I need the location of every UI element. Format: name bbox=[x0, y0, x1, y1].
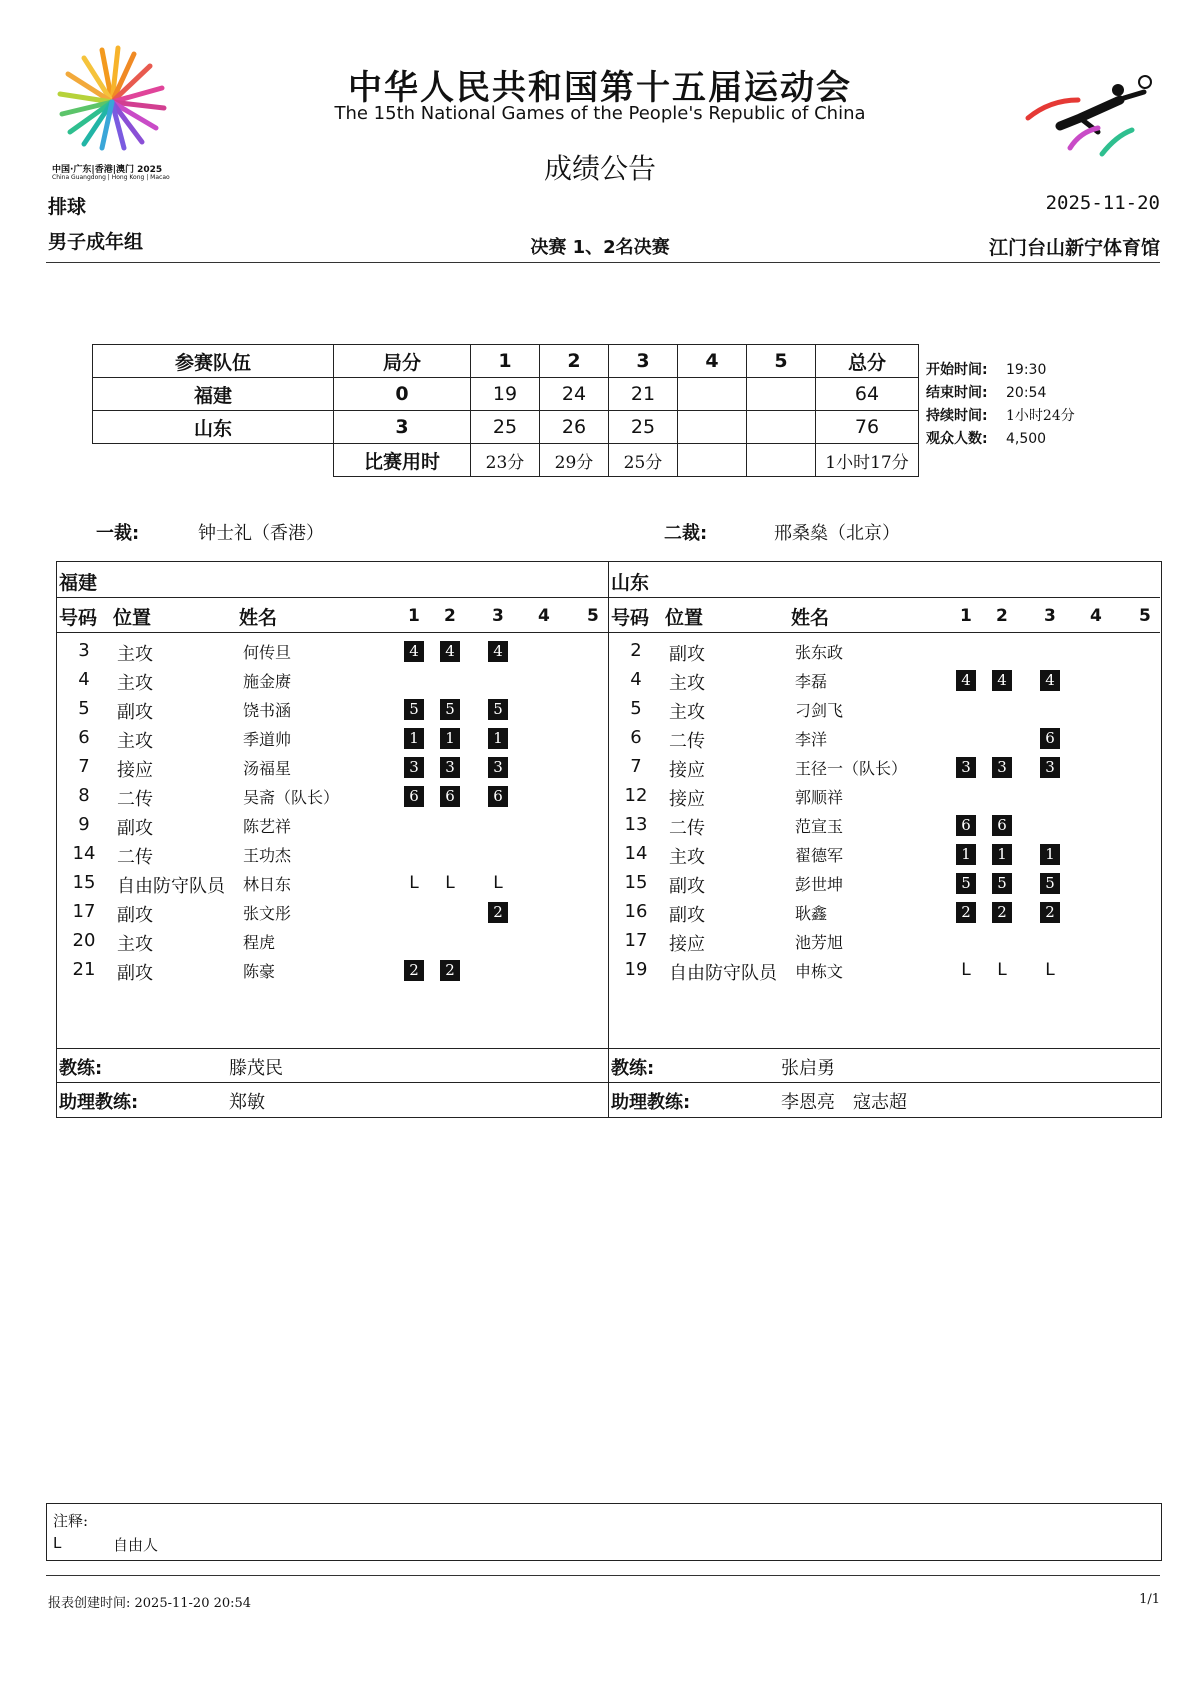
roster-divider bbox=[57, 597, 608, 598]
starting-position-box: 2 bbox=[404, 960, 424, 981]
player-position: 接应 bbox=[669, 934, 705, 955]
player-position: 接应 bbox=[669, 789, 705, 810]
second-referee-label: 二裁: bbox=[664, 523, 708, 544]
player-name: 汤福星 bbox=[243, 759, 292, 778]
player-position: 二传 bbox=[669, 818, 705, 839]
roster-team-name: 福建 bbox=[59, 572, 98, 594]
date-label: 2025-11-20 bbox=[1045, 192, 1160, 214]
score-row bbox=[93, 378, 919, 411]
assistant-coach-name: 郑敏 bbox=[229, 1092, 265, 1113]
duration-set5 bbox=[747, 444, 816, 477]
col-header-name: 姓名 bbox=[791, 607, 830, 629]
player-row bbox=[57, 841, 608, 869]
player-number: 3 bbox=[78, 640, 90, 661]
player-row bbox=[57, 696, 608, 724]
libero-mark: L bbox=[961, 960, 971, 980]
libero-mark: L bbox=[493, 873, 503, 893]
player-row bbox=[609, 696, 1160, 724]
player-position: 自由防守队员 bbox=[669, 963, 777, 984]
starting-position-box: 6 bbox=[1040, 728, 1060, 749]
col-header-pos: 位置 bbox=[113, 607, 152, 629]
duration-total: 1小时17分 bbox=[816, 444, 919, 477]
player-row bbox=[609, 812, 1160, 840]
score-header-sets: 局分 bbox=[334, 345, 471, 378]
starting-position-box: 5 bbox=[992, 873, 1012, 894]
player-position: 副攻 bbox=[117, 818, 153, 839]
score-header-set1: 1 bbox=[471, 345, 540, 378]
player-number: 20 bbox=[72, 930, 96, 951]
player-number: 15 bbox=[624, 872, 648, 893]
libero-mark: L bbox=[1045, 960, 1055, 980]
starting-position-box: 1 bbox=[404, 728, 424, 749]
player-name: 申栋文 bbox=[795, 962, 844, 981]
assistant-coach-label: 助理教练: bbox=[611, 1092, 691, 1113]
player-position: 自由防守队员 bbox=[117, 876, 225, 897]
score-row bbox=[93, 411, 919, 444]
player-position: 副攻 bbox=[669, 644, 705, 665]
player-row bbox=[57, 754, 608, 782]
header-divider bbox=[46, 262, 1160, 263]
player-number: 4 bbox=[630, 669, 642, 690]
player-row bbox=[57, 667, 608, 695]
score-table bbox=[92, 344, 919, 477]
player-row bbox=[57, 725, 608, 753]
starting-position-box: 4 bbox=[440, 641, 460, 662]
player-name: 张文彤 bbox=[243, 904, 292, 923]
player-name: 彭世坤 bbox=[795, 875, 844, 894]
player-number: 16 bbox=[624, 901, 648, 922]
starting-position-box: 1 bbox=[956, 844, 976, 865]
roster-divider bbox=[609, 1048, 1160, 1049]
event-label: 男子成年组 bbox=[48, 231, 144, 253]
score-set2: 24 bbox=[540, 378, 609, 411]
notes-value: 自由人 bbox=[113, 1536, 159, 1554]
starting-position-box: 2 bbox=[1040, 902, 1060, 923]
logo-caption-cn: 中国·广东|香港|澳门 2025 bbox=[52, 165, 163, 175]
roster-divider bbox=[609, 632, 1160, 633]
score-set4 bbox=[678, 378, 747, 411]
player-name: 王径一（队长） bbox=[795, 759, 908, 778]
duration-label: 比赛用时 bbox=[334, 444, 471, 477]
player-position: 副攻 bbox=[669, 876, 705, 897]
player-position: 主攻 bbox=[669, 702, 705, 723]
starting-position-box: 4 bbox=[956, 670, 976, 691]
player-name: 施金赓 bbox=[243, 672, 292, 691]
score-set5 bbox=[747, 411, 816, 444]
starting-position-box: 3 bbox=[956, 757, 976, 778]
first-referee-label: 一裁: bbox=[96, 523, 140, 544]
player-name: 王功杰 bbox=[243, 846, 292, 865]
score-team-sets: 3 bbox=[334, 411, 471, 444]
player-position: 副攻 bbox=[669, 905, 705, 926]
player-position: 主攻 bbox=[669, 673, 705, 694]
roster-divider bbox=[609, 1082, 1160, 1083]
player-position: 主攻 bbox=[117, 934, 153, 955]
player-number: 17 bbox=[72, 901, 96, 922]
starting-position-box: 5 bbox=[488, 699, 508, 720]
player-number: 5 bbox=[78, 698, 90, 719]
player-position: 主攻 bbox=[117, 731, 153, 752]
starting-position-box: 2 bbox=[992, 902, 1012, 923]
player-number: 6 bbox=[630, 727, 642, 748]
starting-position-box: 5 bbox=[956, 873, 976, 894]
page-number: 1/1 bbox=[1139, 1592, 1160, 1607]
phase-label: 决赛 1、2名决赛 bbox=[530, 237, 670, 258]
player-position: 副攻 bbox=[117, 963, 153, 984]
starting-position-box: 4 bbox=[992, 670, 1012, 691]
starting-position-box: 5 bbox=[404, 699, 424, 720]
libero-mark: L bbox=[445, 873, 455, 893]
player-row bbox=[57, 957, 608, 985]
col-header-num: 号码 bbox=[611, 607, 650, 629]
sport-label: 排球 bbox=[48, 196, 87, 218]
player-name: 刁剑飞 bbox=[795, 701, 844, 720]
player-name: 耿鑫 bbox=[795, 904, 828, 923]
starting-position-box: 3 bbox=[440, 757, 460, 778]
document-title: 成绩公告 bbox=[543, 152, 656, 185]
player-name: 何传旦 bbox=[243, 643, 292, 662]
footer-divider bbox=[46, 1575, 1160, 1576]
title-cn: 中华人民共和国第十五届运动会 bbox=[348, 68, 852, 108]
player-name: 程虎 bbox=[243, 933, 276, 952]
starting-position-box: 6 bbox=[992, 815, 1012, 836]
libero-mark: L bbox=[997, 960, 1007, 980]
score-team-name: 福建 bbox=[93, 378, 334, 411]
player-row bbox=[57, 870, 608, 898]
player-name: 陈艺祥 bbox=[243, 817, 292, 836]
roster-divider bbox=[57, 1082, 608, 1083]
player-position: 副攻 bbox=[117, 702, 153, 723]
second-referee: 邢桑燊（北京） bbox=[774, 523, 900, 544]
duration-time: 持续时间: 1小时24分 bbox=[926, 408, 1075, 424]
player-row bbox=[57, 928, 608, 956]
player-number: 4 bbox=[78, 669, 90, 690]
player-number: 12 bbox=[624, 785, 648, 806]
starting-position-box: 2 bbox=[956, 902, 976, 923]
score-set2: 26 bbox=[540, 411, 609, 444]
player-number: 15 bbox=[72, 872, 96, 893]
col-header-set: 3 bbox=[1044, 606, 1056, 626]
player-row bbox=[609, 957, 1160, 985]
player-name: 池芳旭 bbox=[795, 933, 844, 952]
notes-key: L bbox=[53, 1534, 62, 1552]
player-number: 14 bbox=[72, 843, 96, 864]
starting-position-box: 6 bbox=[440, 786, 460, 807]
player-position: 接应 bbox=[117, 760, 153, 781]
score-header-set2: 2 bbox=[540, 345, 609, 378]
player-name: 李洋 bbox=[795, 730, 828, 749]
col-header-set: 5 bbox=[1139, 606, 1151, 626]
end-time: 结束时间: 20:54 bbox=[926, 385, 1047, 401]
assistant-coach-label: 助理教练: bbox=[59, 1092, 139, 1113]
col-header-set: 4 bbox=[1090, 606, 1102, 626]
player-name: 陈豪 bbox=[243, 962, 276, 981]
roster-team-name: 山东 bbox=[611, 572, 650, 594]
starting-position-box: 5 bbox=[1040, 873, 1060, 894]
player-row bbox=[609, 928, 1160, 956]
player-name: 饶书涵 bbox=[243, 701, 292, 720]
roster-divider bbox=[609, 597, 1160, 598]
col-header-set: 2 bbox=[444, 606, 456, 626]
player-position: 二传 bbox=[669, 731, 705, 752]
starting-position-box: 3 bbox=[404, 757, 424, 778]
coach-name: 滕茂民 bbox=[229, 1058, 283, 1079]
player-name: 吴斋（队长） bbox=[243, 788, 340, 807]
score-set1: 25 bbox=[471, 411, 540, 444]
score-set3: 25 bbox=[609, 411, 678, 444]
starting-position-box: 3 bbox=[1040, 757, 1060, 778]
duration-set3: 25分 bbox=[609, 444, 678, 477]
player-number: 8 bbox=[78, 785, 90, 806]
assistant-coach-name: 李恩亮 寇志超 bbox=[781, 1092, 907, 1113]
player-number: 2 bbox=[630, 640, 642, 661]
player-row bbox=[57, 812, 608, 840]
player-position: 主攻 bbox=[669, 847, 705, 868]
roster-divider bbox=[57, 632, 608, 633]
duration-set2: 29分 bbox=[540, 444, 609, 477]
starting-position-box: 1 bbox=[1040, 844, 1060, 865]
player-position: 主攻 bbox=[117, 644, 153, 665]
player-name: 林日东 bbox=[243, 875, 292, 894]
player-name: 张东政 bbox=[795, 643, 844, 662]
starting-position-box: 5 bbox=[440, 699, 460, 720]
col-header-pos: 位置 bbox=[665, 607, 704, 629]
player-number: 17 bbox=[624, 930, 648, 951]
score-set4 bbox=[678, 411, 747, 444]
starting-position-box: 2 bbox=[488, 902, 508, 923]
player-number: 21 bbox=[72, 959, 96, 980]
starting-position-box: 1 bbox=[992, 844, 1012, 865]
player-number: 14 bbox=[624, 843, 648, 864]
starting-position-box: 6 bbox=[488, 786, 508, 807]
starting-position-box: 3 bbox=[488, 757, 508, 778]
starting-position-box: 4 bbox=[488, 641, 508, 662]
player-position: 主攻 bbox=[117, 673, 153, 694]
col-header-set: 3 bbox=[492, 606, 504, 626]
score-set5 bbox=[747, 378, 816, 411]
player-row bbox=[609, 870, 1160, 898]
player-row bbox=[57, 638, 608, 666]
score-header-set5: 5 bbox=[747, 345, 816, 378]
player-number: 7 bbox=[78, 756, 90, 777]
notes-box bbox=[46, 1503, 1162, 1561]
coach-label: 教练: bbox=[59, 1058, 103, 1079]
player-name: 郭顺祥 bbox=[795, 788, 844, 807]
score-header-set3: 3 bbox=[609, 345, 678, 378]
logo-caption-en: China Guangdong | Hong Kong | Macao bbox=[52, 174, 170, 181]
roster-table bbox=[56, 561, 1162, 1118]
player-row bbox=[609, 841, 1160, 869]
player-position: 二传 bbox=[117, 847, 153, 868]
player-row bbox=[57, 783, 608, 811]
player-position: 副攻 bbox=[117, 905, 153, 926]
roster-team-left bbox=[57, 562, 609, 1117]
starting-position-box: 6 bbox=[404, 786, 424, 807]
col-header-name: 姓名 bbox=[239, 607, 278, 629]
player-number: 19 bbox=[624, 959, 648, 980]
notes-label: 注释: bbox=[53, 1512, 89, 1530]
duration-row bbox=[93, 444, 919, 477]
col-header-set: 5 bbox=[587, 606, 599, 626]
start-time: 开始时间: 19:30 bbox=[926, 362, 1047, 378]
score-team-sets: 0 bbox=[334, 378, 471, 411]
libero-mark: L bbox=[409, 873, 419, 893]
player-row bbox=[609, 754, 1160, 782]
player-position: 接应 bbox=[669, 760, 705, 781]
coach-name: 张启勇 bbox=[781, 1058, 835, 1079]
duration-set1: 23分 bbox=[471, 444, 540, 477]
first-referee: 钟士礼（香港） bbox=[198, 523, 324, 544]
col-header-set: 1 bbox=[408, 606, 420, 626]
player-name: 翟德军 bbox=[795, 846, 844, 865]
player-row bbox=[609, 725, 1160, 753]
starting-position-box: 1 bbox=[488, 728, 508, 749]
score-set1: 19 bbox=[471, 378, 540, 411]
player-row bbox=[57, 899, 608, 927]
roster-team-right bbox=[609, 562, 1160, 1117]
player-number: 9 bbox=[78, 814, 90, 835]
col-header-set: 1 bbox=[960, 606, 972, 626]
score-team-name: 山东 bbox=[93, 411, 334, 444]
report-created: 报表创建时间: 2025-11-20 20:54 bbox=[48, 1596, 252, 1611]
score-set3: 21 bbox=[609, 378, 678, 411]
player-number: 13 bbox=[624, 814, 648, 835]
score-header-team: 参赛队伍 bbox=[93, 345, 334, 378]
starting-position-box: 4 bbox=[404, 641, 424, 662]
title-en: The 15th National Games of the People's Republic of China bbox=[334, 103, 866, 124]
player-name: 李磊 bbox=[795, 672, 828, 691]
player-row bbox=[609, 899, 1160, 927]
score-header-total: 总分 bbox=[816, 345, 919, 378]
player-row bbox=[609, 783, 1160, 811]
col-header-set: 2 bbox=[996, 606, 1008, 626]
starting-position-box: 4 bbox=[1040, 670, 1060, 691]
player-name: 范宣玉 bbox=[795, 817, 844, 836]
player-position: 二传 bbox=[117, 789, 153, 810]
coach-label: 教练: bbox=[611, 1058, 655, 1079]
starting-position-box: 1 bbox=[440, 728, 460, 749]
roster-divider bbox=[57, 1048, 608, 1049]
player-number: 7 bbox=[630, 756, 642, 777]
player-row bbox=[609, 667, 1160, 695]
duration-set4 bbox=[678, 444, 747, 477]
score-total: 76 bbox=[816, 411, 919, 444]
starting-position-box: 6 bbox=[956, 815, 976, 836]
player-name: 季道帅 bbox=[243, 730, 292, 749]
player-number: 5 bbox=[630, 698, 642, 719]
col-header-num: 号码 bbox=[59, 607, 98, 629]
col-header-set: 4 bbox=[538, 606, 550, 626]
player-number: 6 bbox=[78, 727, 90, 748]
score-total: 64 bbox=[816, 378, 919, 411]
starting-position-box: 2 bbox=[440, 960, 460, 981]
audience-count: 观众人数: 4,500 bbox=[926, 431, 1047, 447]
venue-label: 江门台山新宁体育馆 bbox=[988, 237, 1160, 259]
score-header-set4: 4 bbox=[678, 345, 747, 378]
player-row bbox=[609, 638, 1160, 666]
starting-position-box: 3 bbox=[992, 757, 1012, 778]
